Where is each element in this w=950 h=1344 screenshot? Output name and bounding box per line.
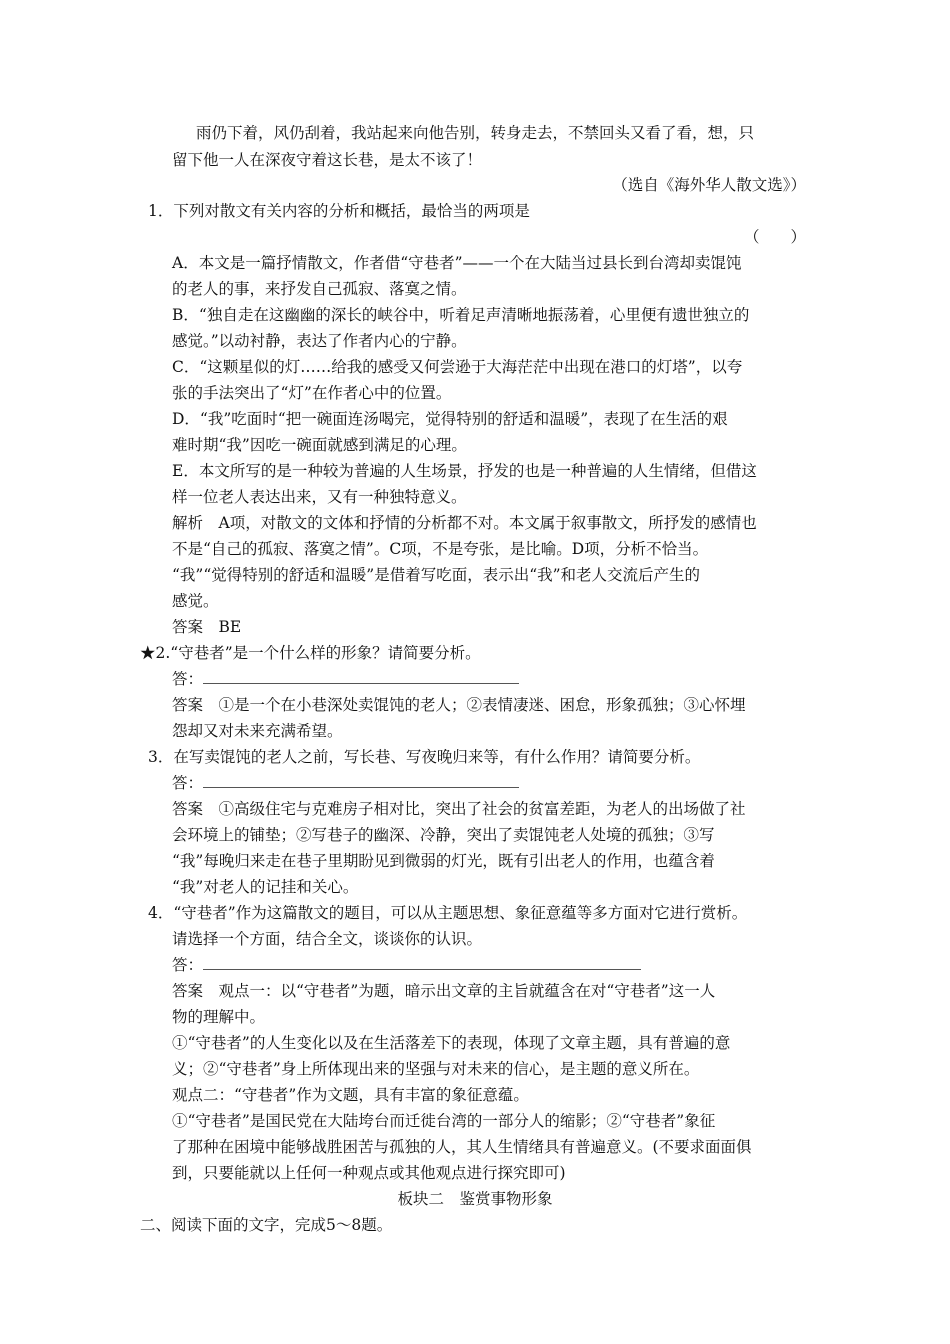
passage-line-2: 留下他一人在深夜守着这长巷，是太不该了！ [172, 151, 483, 169]
q4-answer-text-line1: 答案 观点一：以“守巷者”为题，暗示出文章的主旨就蕴含在对“守巷者”这一人 [172, 982, 716, 1000]
q4-answer-text-line4: 义；②“守巷者”身上所体现出来的坚强与对未来的信心，是主题的意义所在。 [172, 1060, 700, 1078]
q1-option-d-line1: D．“我”吃面时“把一碗面连汤喝完，觉得特别的舒适和温暖”，表现了在生活的艰 [172, 410, 728, 428]
q1-analysis-line4: 感觉。 [172, 592, 219, 610]
q3-answer-blank[interactable] [203, 773, 519, 788]
q2-stem: ★2.“守巷者”是一个什么样的形象？请简要分析。 [140, 644, 481, 662]
section-instruction: 二、阅读下面的文字，完成5～8题。 [140, 1216, 393, 1234]
q4-answer-text-line6: ①“守巷者”是国民党在大陆垮台而迁徙台湾的一部分人的缩影；②“守巷者”象征 [172, 1112, 716, 1130]
passage-source: （选自《海外华人散文选》） [612, 176, 806, 194]
q4-answer-line [172, 955, 641, 975]
q3-stem: 3．在写卖馄饨的老人之前，写长巷、写夜晚归来等，有什么作用？请简要分析。 [148, 748, 701, 766]
q2-answer-line [172, 669, 519, 689]
q3-answer-label: 答： [172, 774, 204, 792]
q1-analysis-line3: “我”“觉得特别的舒适和温暖”是借着写吃面，表示出“我”和老人交流后产生的 [172, 566, 701, 584]
q4-stem-line2: 请选择一个方面，结合全文，谈谈你的认识。 [172, 930, 483, 948]
q2-answer-blank[interactable] [203, 669, 519, 684]
section-heading: 板块二 鉴赏事物形象 [397, 1190, 553, 1208]
q2-answer-label: 答： [172, 670, 204, 688]
q4-stem-line1: 4．“守巷者”作为这篇散文的题目，可以从主题思想、象征意蕴等多方面对它进行赏析。 [148, 904, 748, 922]
q1-stem: 1．下列对散文有关内容的分析和概括，最恰当的两项是 [148, 202, 530, 220]
q1-option-c-line1: C．“这颗星似的灯……给我的感受又何尝逊于大海茫茫中出现在港口的灯塔”，以夸 [172, 358, 743, 376]
q1-answer-bracket: （ ） [743, 228, 806, 246]
q1-option-e-line2: 样一位老人表达出来，又有一种独特意义。 [172, 488, 467, 506]
q4-answer-text-line7: 了那种在困境中能够战胜困苦与孤独的人，其人生情绪具有普遍意义。(不要求面面俱 [172, 1138, 752, 1156]
q4-answer-label: 答： [172, 956, 204, 974]
q1-option-c-line2: 张的手法突出了“灯”在作者心中的位置。 [172, 384, 452, 402]
q1-option-a-line1: A．本文是一篇抒情散文，作者借“守巷者”——一个在大陆当过县长到台湾却卖馄饨 [172, 254, 742, 272]
q2-answer-text-line2: 怨却又对未来充满希望。 [172, 722, 343, 740]
q1-option-a-line2: 的老人的事，来抒发自己孤寂、落寞之情。 [172, 280, 467, 298]
q3-answer-text-line1: 答案 ①高级住宅与克难房子相对比，突出了社会的贫富差距，为老人的出场做了社 [172, 800, 746, 818]
q4-answer-blank[interactable] [203, 955, 641, 970]
q3-answer-text-line3: “我”每晚归来走在巷子里期盼见到微弱的灯光，既有引出老人的作用，也蕴含着 [172, 852, 715, 870]
q1-analysis-line1: 解析 A项，对散文的文体和抒情的分析都不对。本文属于叙事散文，所抒发的感情也 [172, 514, 757, 532]
q3-answer-text-line2: 会环境上的铺垫；②写巷子的幽深、冷静，突出了卖馄饨老人处境的孤独；③写 [172, 826, 715, 844]
q1-option-b-line1: B．“独自走在这幽幽的深长的峡谷中，听着足声清晰地振荡着，心里便有遗世独立的 [172, 306, 750, 324]
q3-answer-line [172, 773, 519, 793]
q4-answer-text-line2: 物的理解中。 [172, 1008, 266, 1026]
q1-answer: 答案 BE [172, 618, 242, 636]
q4-answer-text-line5: 观点二：“守巷者”作为文题，具有丰富的象征意蕴。 [172, 1086, 529, 1104]
passage-line-1: 雨仍下着，风仍刮着，我站起来向他告别，转身走去，不禁回头又看了看，想，只 [196, 124, 755, 142]
q3-answer-text-line4: “我”对老人的记挂和关心。 [172, 878, 359, 896]
q1-option-b-line2: 感觉。”以动衬静，表达了作者内心的宁静。 [172, 332, 467, 350]
q1-analysis-line2: 不是“自己的孤寂、落寞之情”。C项，不是夸张，是比喻。D项，分析不恰当。 [172, 540, 709, 558]
q4-answer-text-line8: 到，只要能就以上任何一种观点或其他观点进行探究即可) [172, 1164, 566, 1182]
q4-answer-text-line3: ①“守巷者”的人生变化以及在生活落差下的表现，体现了文章主题，具有普遍的意 [172, 1034, 731, 1052]
q2-answer-text-line1: 答案 ①是一个在小巷深处卖馄饨的老人；②表情凄迷、困怠，形象孤独；③心怀埋 [172, 696, 746, 714]
q1-option-e-line1: E．本文所写的是一种较为普遍的人生场景，抒发的也是一种普遍的人生情绪，但借这 [172, 462, 757, 480]
q1-option-d-line2: 难时期“我”因吃一碗面就感到满足的心理。 [172, 436, 467, 454]
